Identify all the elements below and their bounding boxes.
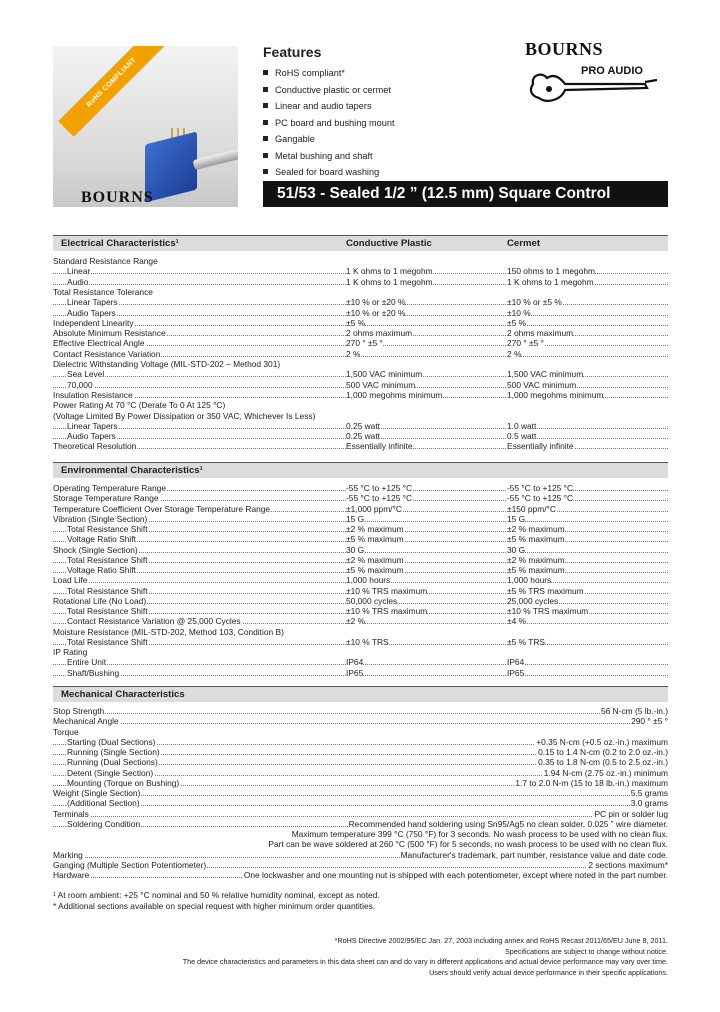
spec-label: Starting (Dual Sections) (67, 736, 156, 747)
spec-label: Mounting (Torque on Bushing) (67, 777, 180, 788)
spec-label: Total Resistance Shift (67, 585, 148, 596)
spec-label: Mechanical Angle (53, 716, 119, 727)
product-title: 51/53 - Sealed 1/2 ” (12.5 mm) Square Control (263, 181, 668, 207)
spec-value: 3.0 grams (630, 798, 668, 809)
spec-value-conductive: IP64 (346, 657, 364, 668)
spec-value: PC pin or solder lug (594, 808, 668, 819)
spec-value-cermet: ±5 % maximum (507, 565, 565, 575)
spec-value: 0.35 to 1.8 N-cm (0.5 to 2.5 oz.-in.) (538, 757, 668, 768)
spec-value: Manufacturer's trademark, part number, resistance value and date code. (400, 849, 668, 860)
feature-text: Sealed for board washing (275, 167, 380, 177)
spec-label: Temperature Coefficient Over Storage Temperature Range (53, 503, 271, 514)
fineprint-line: *RoHS Directive 2002/95/EC Jan. 27, 2003 including annex and RoHS Recast 2011/65/EU June 8, 2011. (334, 936, 668, 945)
spec-value-conductive: 2 ohms maximum (346, 328, 413, 339)
spec-label: IP Rating (53, 647, 88, 657)
spec-value-cermet: ±2 % maximum (507, 554, 565, 565)
spec-value-cermet: -55 °C to +125 °C (507, 493, 574, 504)
feature-item (263, 148, 395, 165)
spec-label: Audio Tapers (67, 431, 116, 442)
spec-label: Load Life (53, 575, 88, 586)
spec-value: Part can be wave soldered at 260 °C (500 °F) for 5 seconds, no wash process to be used with no clean flux. (268, 839, 668, 850)
spec-value: 0.15 to 1.4 N-cm (0.2 to 2.0 oz.-in.) (538, 747, 668, 757)
spec-value-cermet: 30 G (507, 544, 526, 555)
bullet-square-icon (263, 120, 268, 125)
spec-value-cermet: 1 K ohms to 1 megohm (507, 276, 594, 287)
spec-value-cermet: 1,500 VAC minimum (507, 369, 584, 380)
spec-label: Running (Single Section) (67, 747, 160, 757)
spec-row (53, 441, 668, 452)
leader-dots (53, 805, 668, 806)
spec-value-conductive: 500 VAC minimum (346, 379, 416, 390)
feature-text: Conductive plastic or cermet (275, 84, 391, 95)
spec-value-cermet: 25,000 cycles (507, 595, 559, 606)
spec-label: Absolute Minimum Resistance (53, 328, 166, 339)
column-header-conductive-plastic: Conductive Plastic (346, 238, 432, 249)
spec-value-conductive: 1 K ohms to 1 megohm (346, 266, 433, 277)
spec-label: (Additional Section) (67, 798, 140, 809)
spec-value-conductive: 30 G (346, 544, 365, 555)
footnote-line: * Additional sections available on special request with higher minimum order quantities. (53, 901, 376, 911)
spec-value: 290 ° ±5 ° (631, 716, 668, 727)
spec-value-cermet: -55 °C to +125 °C (507, 483, 574, 493)
rohs-badge: RoHS COMPLIANT (58, 46, 165, 137)
spec-value-conductive: ±2 % maximum (346, 554, 404, 565)
spec-value-conductive: 0.25 watt (346, 420, 380, 431)
section-title: Electrical Characteristics¹ (61, 238, 179, 249)
spec-row (53, 668, 668, 679)
spec-label: Detent (Single Section) (67, 767, 154, 778)
spec-value-conductive: ±10 % or ±20 % (346, 307, 406, 318)
spec-label: Total Resistance Shift (67, 524, 148, 534)
spec-value-cermet: ±10 % TRS maximum (507, 606, 589, 616)
spec-value-conductive: ±2 % (346, 616, 366, 627)
spec-label: Total Resistance Shift (67, 606, 148, 616)
spec-value-cermet: 15 G (507, 513, 526, 524)
spec-label: Moisture Resistance (MIL-STD-202, Method 103, Condition B) (53, 626, 284, 637)
spec-value-conductive: ±2 % maximum (346, 524, 404, 534)
bourns-logo-text: BOURNS (81, 188, 154, 206)
spec-value-conductive: ±10 % TRS maximum (346, 585, 428, 596)
spec-value-conductive: ±5 % maximum (346, 534, 404, 545)
spec-value: Recommended hand soldering using Sn95/Ag5 no clean solder, 0.025 ” wire diameter. (348, 818, 668, 829)
spec-value: One lockwasher and one mounting nut is shipped with each potentiometer, except where noted in the part number. (243, 870, 668, 880)
column-header-cermet: Cermet (507, 238, 541, 249)
spec-value-cermet: 2 ohms maximum (507, 328, 574, 339)
spec-value-cermet: 1,000 megohms minimum (507, 389, 604, 400)
spec-row (53, 870, 668, 881)
spec-label: 70,000 (67, 379, 93, 390)
spec-label: Hardware (53, 870, 90, 880)
spec-value: 56 N-cm (5 lb.-in.) (600, 706, 668, 716)
spec-value-conductive: ±10 % or ±20 % (346, 297, 406, 308)
spec-label: Contact Resistance Variation @ 25,000 Cycles (67, 616, 241, 627)
spec-label: Rotational Life (No Load) (53, 595, 147, 606)
spec-value-cermet: ±150 ppm/°C (507, 503, 556, 514)
spec-value-conductive: ±10 % TRS maximum (346, 606, 428, 616)
bullet-square-icon (263, 103, 268, 108)
spec-label: Stop Strength (53, 706, 105, 716)
spec-value-conductive: 1,000 megohms minimum (346, 389, 443, 400)
brand-name: BOURNS (525, 39, 604, 59)
spec-value-conductive: 1 K ohms to 1 megohm (346, 276, 433, 287)
feature-text: Metal bushing and shaft (275, 150, 373, 161)
leader-dots (53, 713, 668, 714)
spec-label: Terminals (53, 808, 89, 819)
spec-value-conductive: 0.25 watt (346, 431, 380, 442)
spec-label: Voltage Ratio Shift (67, 565, 136, 575)
spec-label: Shock (Single Section) (53, 544, 138, 555)
spec-label: Total Resistance Shift (67, 554, 148, 565)
feature-text: Linear and audio tapers (275, 101, 372, 111)
bullet-square-icon (263, 169, 268, 174)
potentiometer-shaft (193, 148, 238, 170)
spec-label: Theoretical Resolution (53, 441, 137, 452)
spec-label: Total Resistance Tolerance (53, 286, 153, 297)
spec-label: Power Rating At 70 °C (Derate To 0 At 125 °C) (53, 400, 226, 411)
spec-label: Linear (67, 266, 91, 277)
leader-dots (53, 723, 668, 724)
fineprint-line: The device characteristics and parameters in this data sheet can and do vary in different applications and actual device performance may vary over time. (182, 957, 668, 966)
spec-label: Audio Tapers (67, 307, 116, 318)
feature-item (263, 115, 395, 132)
spec-label: Independent Linearity (53, 317, 134, 328)
spec-value-conductive: 2 % (346, 348, 361, 359)
features-list (263, 65, 395, 181)
feature-item (263, 98, 395, 115)
spec-value-conductive: 1,500 VAC minimum (346, 369, 423, 380)
spec-label: Linear Tapers (67, 297, 118, 308)
features-block (263, 44, 395, 181)
spec-label: Operating Temperature Range (53, 483, 166, 493)
spec-value-cermet: ±4 % (507, 616, 527, 627)
spec-label: Contact Resistance Variation (53, 348, 161, 359)
features-heading: Features (263, 44, 322, 60)
section-header (53, 235, 668, 251)
spec-value-cermet: 150 ohms to 1 megohm (507, 266, 595, 277)
spec-value-conductive: -55 °C to +125 °C (346, 483, 413, 493)
product-photo (53, 46, 238, 207)
brand-subtitle: PRO AUDIO (581, 65, 643, 77)
feature-item (263, 131, 395, 148)
bullet-square-icon (263, 70, 268, 75)
spec-label: Insulation Resistance (53, 389, 133, 400)
spec-value-cermet: 500 VAC minimum (507, 379, 577, 390)
spec-label: Marking (53, 849, 83, 860)
spec-label: Standard Resistance Range (53, 256, 158, 266)
spec-value-cermet: ±5 % maximum (507, 534, 565, 545)
spec-label: (Voltage Limited By Power Dissipation or 350 VAC, Whichever Is Less) (53, 410, 316, 421)
section-header (53, 686, 668, 702)
spec-label: Voltage Ratio Shift (67, 534, 136, 545)
spec-value-cermet: ±10 % or ±5 % (507, 297, 562, 308)
spec-label: Dielectric Withstanding Voltage (MIL-STD-202 – Method 301) (53, 359, 281, 369)
leader-dots (53, 816, 668, 817)
spec-value-conductive: -55 °C to +125 °C (346, 493, 413, 504)
spec-label: Weight (Single Section) (53, 788, 141, 798)
spec-value-conductive: ±5 % maximum (346, 565, 404, 575)
spec-label: Torque (53, 726, 79, 737)
spec-label: Sea Level (67, 369, 105, 380)
spec-value-cermet: ±5 % TRS (507, 636, 545, 647)
spec-value-conductive: 50,000 cycles (346, 595, 398, 606)
spec-value-cermet: 1.0 watt (507, 420, 537, 431)
spec-value-conductive: ±10 % TRS (346, 636, 389, 647)
spec-value-cermet: 270 ° ±5 ° (507, 338, 544, 349)
spec-value: +0.35 N-cm (+0.5 oz.-in.) maximum (536, 736, 668, 747)
spec-value-cermet: ±5 % (507, 317, 527, 328)
spec-value-conductive: ±1,000 ppm/°C (346, 503, 402, 514)
feature-text: PC board and bushing mount (275, 117, 395, 128)
spec-value-cermet: IP64 (507, 657, 525, 668)
spec-label: Running (Dual Sections) (67, 757, 158, 768)
spec-label: Entire Unit (67, 657, 107, 668)
spec-value-cermet: 1,000 hours (507, 575, 552, 586)
bullet-square-icon (263, 153, 268, 158)
spec-value-conductive: ±5 % (346, 317, 366, 328)
spec-label: Effective Electrical Angle (53, 338, 145, 349)
footnote-line: ¹ At room ambient: +25 °C nominal and 50 % relative humidity nominal, except as noted. (53, 890, 380, 900)
feature-item (263, 82, 395, 99)
spec-value-conductive: Essentially infinite (346, 441, 413, 452)
spec-value-cermet: 2 % (507, 348, 522, 359)
spec-label: Soldering Condition (67, 818, 141, 829)
spec-value-cermet: IP65 (507, 667, 525, 678)
feature-text: RoHS compliant* (275, 68, 345, 78)
spec-value: 2 sections maximum* (588, 859, 668, 870)
spec-value-conductive: IP65 (346, 667, 364, 678)
feature-item (263, 164, 395, 181)
spec-label: Total Resistance Shift (67, 636, 148, 647)
leader-dots (53, 795, 668, 796)
spec-label: Shaft/Bushing (67, 667, 120, 678)
spec-value-cermet: ±5 % TRS maximum (507, 585, 584, 596)
bourns-pro-audio-logo (525, 39, 665, 106)
feature-text: Gangable (275, 134, 315, 144)
bullet-square-icon (263, 136, 268, 141)
section-header (53, 462, 668, 478)
spec-value-conductive: 15 G (346, 513, 365, 524)
spec-label: Ganging (Multiple Section Potentiometer) (53, 859, 207, 870)
bullet-square-icon (263, 87, 268, 92)
fineprint-line: Specifications are subject to change without notice. (504, 946, 668, 956)
spec-label: Audio (67, 276, 89, 287)
section-title: Environmental Characteristics¹ (61, 465, 203, 476)
spec-value: Maximum temperature 399 °C (750 °F) for 3 seconds. No wash process to be used with no clean flux. (291, 829, 668, 839)
feature-item (263, 65, 395, 82)
spec-value: 1.7 to 2.0 N-m (15 to 18 lb.-in.) maximum (515, 777, 668, 788)
spec-label: Storage Temperature Range (53, 493, 159, 504)
section-title: Mechanical Characteristics (61, 689, 185, 700)
spec-value-cermet: ±10 % (507, 307, 531, 318)
spec-value-cermet: Essentially infinite (507, 441, 574, 452)
spec-label: Vibration (Single Section) (53, 513, 148, 524)
fineprint-line: Users should verify actual device performance in their specific applications. (429, 967, 668, 977)
spec-value-conductive: 270 ° ±5 ° (346, 338, 383, 349)
spec-label: Linear Tapers (67, 420, 118, 431)
spec-value-conductive: 1,000 hours (346, 575, 391, 586)
spec-value: 5.5 grams (630, 788, 668, 798)
spec-value-cermet: ±2 % maximum (507, 524, 565, 534)
spec-value: 1.94 N-cm (2.75 oz.-in.) minimum (543, 767, 668, 778)
spec-value-cermet: 0.5 watt (507, 431, 537, 442)
